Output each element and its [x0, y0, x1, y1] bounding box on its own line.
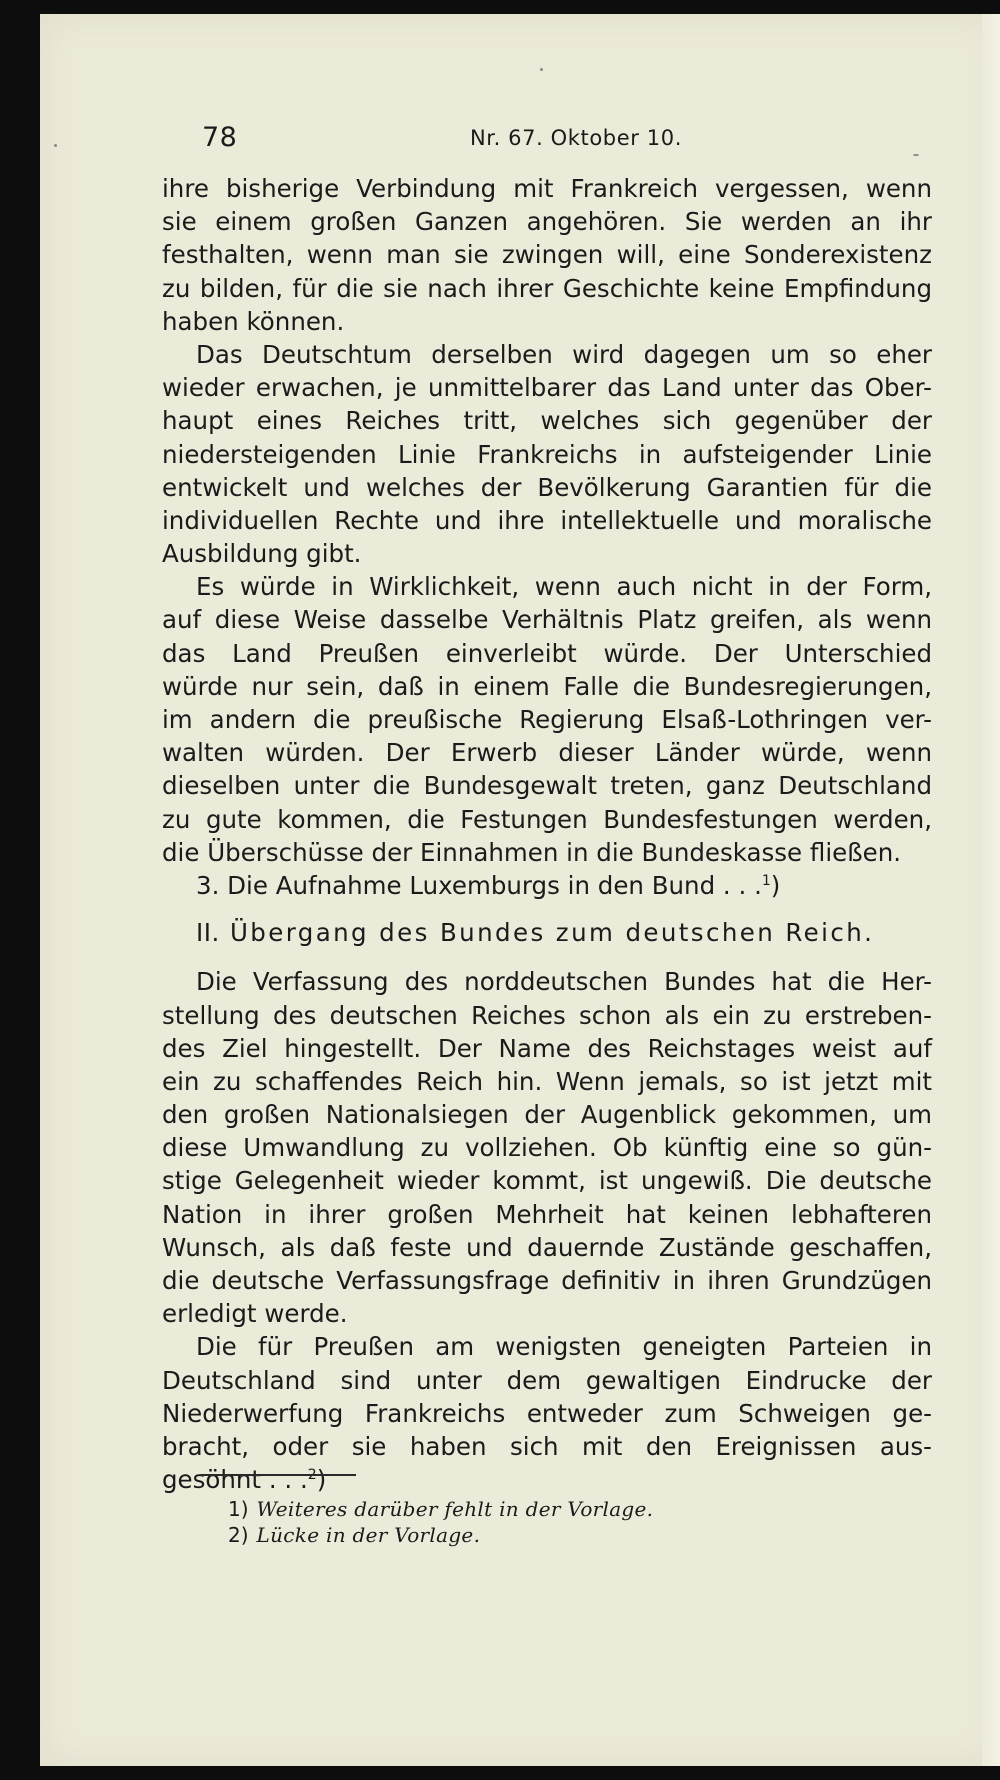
paragraph: [162, 172, 932, 338]
text-line: individuellen Rechte und ihre intellektuelle und moralische: [162, 505, 932, 535]
footnote-text: Lücke in der Vorlage.: [256, 1523, 481, 1547]
list-item-text: 3. Die Aufnahme Luxemburgs in den Bund . . .: [196, 870, 762, 900]
running-title: Nr. 67. Oktober 10.: [470, 126, 682, 150]
text-line: Nation in ihrer großen Mehrheit hat keinen lebhafteren: [162, 1199, 932, 1229]
footnote-text: Weiteres darüber fehlt in der Vorlage.: [256, 1497, 654, 1521]
text-line: ihre bisherige Verbindung mit Frankreich vergessen, wenn: [162, 174, 932, 203]
text-line: festhalten, wenn man sie zwingen will, eine Sonderexistenz: [162, 240, 932, 270]
text-line: dieselben unter die Bundesgewalt treten, ganz Deutschland: [162, 771, 932, 801]
paragraph: [162, 965, 932, 1330]
text-line: Ausbildung gibt.: [162, 539, 362, 569]
text-line: haupt eines Reiches tritt, welches sich gegenüber der: [162, 406, 932, 436]
section-number: II.: [196, 918, 220, 948]
text-line: wieder erwachen, je unmittelbarer das Land unter das Ober-: [162, 373, 932, 403]
footnote-paren: ): [770, 870, 781, 900]
text-line: stellung des deutschen Reiches schon als ein zu erstreben-: [162, 1000, 932, 1030]
text-line: die deutsche Verfassungsfrage definitiv in ihren Grundzügen: [162, 1266, 932, 1296]
text-line: erledigt werde.: [162, 1299, 348, 1329]
text-line: des Ziel hingestellt. Der Name des Reichstages weist auf: [162, 1033, 932, 1063]
page-number: 78: [202, 122, 238, 153]
text-line: das Land Preußen einverleibt würde. Der Unterschied: [162, 638, 932, 668]
text-line: den großen Nationalsiegen der Augenblick gekommen, um: [162, 1100, 932, 1130]
footnotes: [228, 1496, 653, 1548]
text-line: zu bilden, für die sie nach ihrer Geschichte keine Empfindung: [162, 273, 932, 303]
text-line: Wunsch, als daß feste und dauernde Zustände geschaffen,: [162, 1232, 932, 1262]
text-line: haben können.: [162, 306, 345, 336]
section-heading: [196, 916, 932, 949]
footnote-paren: ): [316, 1465, 327, 1495]
page-header: [202, 122, 762, 162]
text-line: Die für Preußen am wenigsten geneigten Parteien in: [196, 1332, 932, 1362]
body-text: [162, 172, 932, 1496]
text-line: walten würden. Der Erwerb dieser Länder würde, wenn: [162, 738, 932, 768]
paper-speck: [54, 144, 57, 147]
footnote-number: 1): [228, 1497, 249, 1521]
text-line: Deutschland sind unter dem gewaltigen Eindrucke der: [162, 1365, 932, 1395]
text-line: [162, 1463, 932, 1496]
footnote-marker: 1: [761, 872, 771, 889]
text-line: die Überschüsse der Einnahmen in die Bundeskasse fließen.: [162, 837, 902, 867]
paragraph: [162, 338, 932, 570]
footnote: [228, 1496, 653, 1522]
footnote: [228, 1522, 653, 1548]
footnote-rule: [200, 1474, 356, 1476]
text-line: Niederwerfung Frankreichs entweder zum Schweigen ge-: [162, 1398, 932, 1428]
text-line: ein zu schaffendes Reich hin. Wenn jemals, so ist jetzt mit: [162, 1066, 932, 1096]
text-line-content: gesöhnt . . .: [162, 1465, 308, 1495]
text-line: im andern die preußische Regierung Elsaß-Lothringen ver-: [162, 705, 932, 734]
paragraph: [162, 1330, 932, 1496]
paper-speck: [913, 154, 919, 156]
text-line: niedersteigenden Linie Frankreichs in aufsteigender Linie: [162, 439, 932, 469]
page-edge: [982, 14, 1000, 1766]
text-line: Das Deutschtum derselben wird dagegen um so eher: [196, 339, 932, 369]
text-line: zu gute kommen, die Festungen Bundesfestungen werden,: [162, 804, 932, 834]
text-line: sie einem großen Ganzen angehören. Sie werden an ihr: [162, 207, 932, 237]
text-line: diese Umwandlung zu vollziehen. Ob künftig eine so gün-: [162, 1133, 932, 1163]
text-line: stige Gelegenheit wieder kommt, ist ungewiß. Die deutsche: [162, 1166, 932, 1196]
paragraph: [162, 570, 932, 869]
text-line: Die Verfassung des norddeutschen Bundes hat die Her-: [196, 967, 932, 997]
text-line: entwickelt und welches der Bevölkerung Garantien für die: [162, 472, 932, 502]
list-item: [162, 869, 932, 902]
text-line: würde nur sein, daß in einem Falle die Bundesregierungen,: [162, 671, 932, 701]
section-title: Übergang des Bundes zum deutschen Reich.: [229, 918, 875, 948]
text-line: [162, 869, 932, 902]
text-line: bracht, oder sie haben sich mit den Ereignissen aus-: [162, 1431, 932, 1461]
paper-speck: [540, 68, 543, 71]
text-line: Es würde in Wirklichkeit, wenn auch nicht in der Form,: [196, 572, 932, 602]
footnote-marker: 2: [307, 1467, 317, 1484]
text-line: auf diese Weise dasselbe Verhältnis Platz greifen, als wenn: [162, 605, 932, 635]
footnote-number: 2): [228, 1523, 249, 1547]
